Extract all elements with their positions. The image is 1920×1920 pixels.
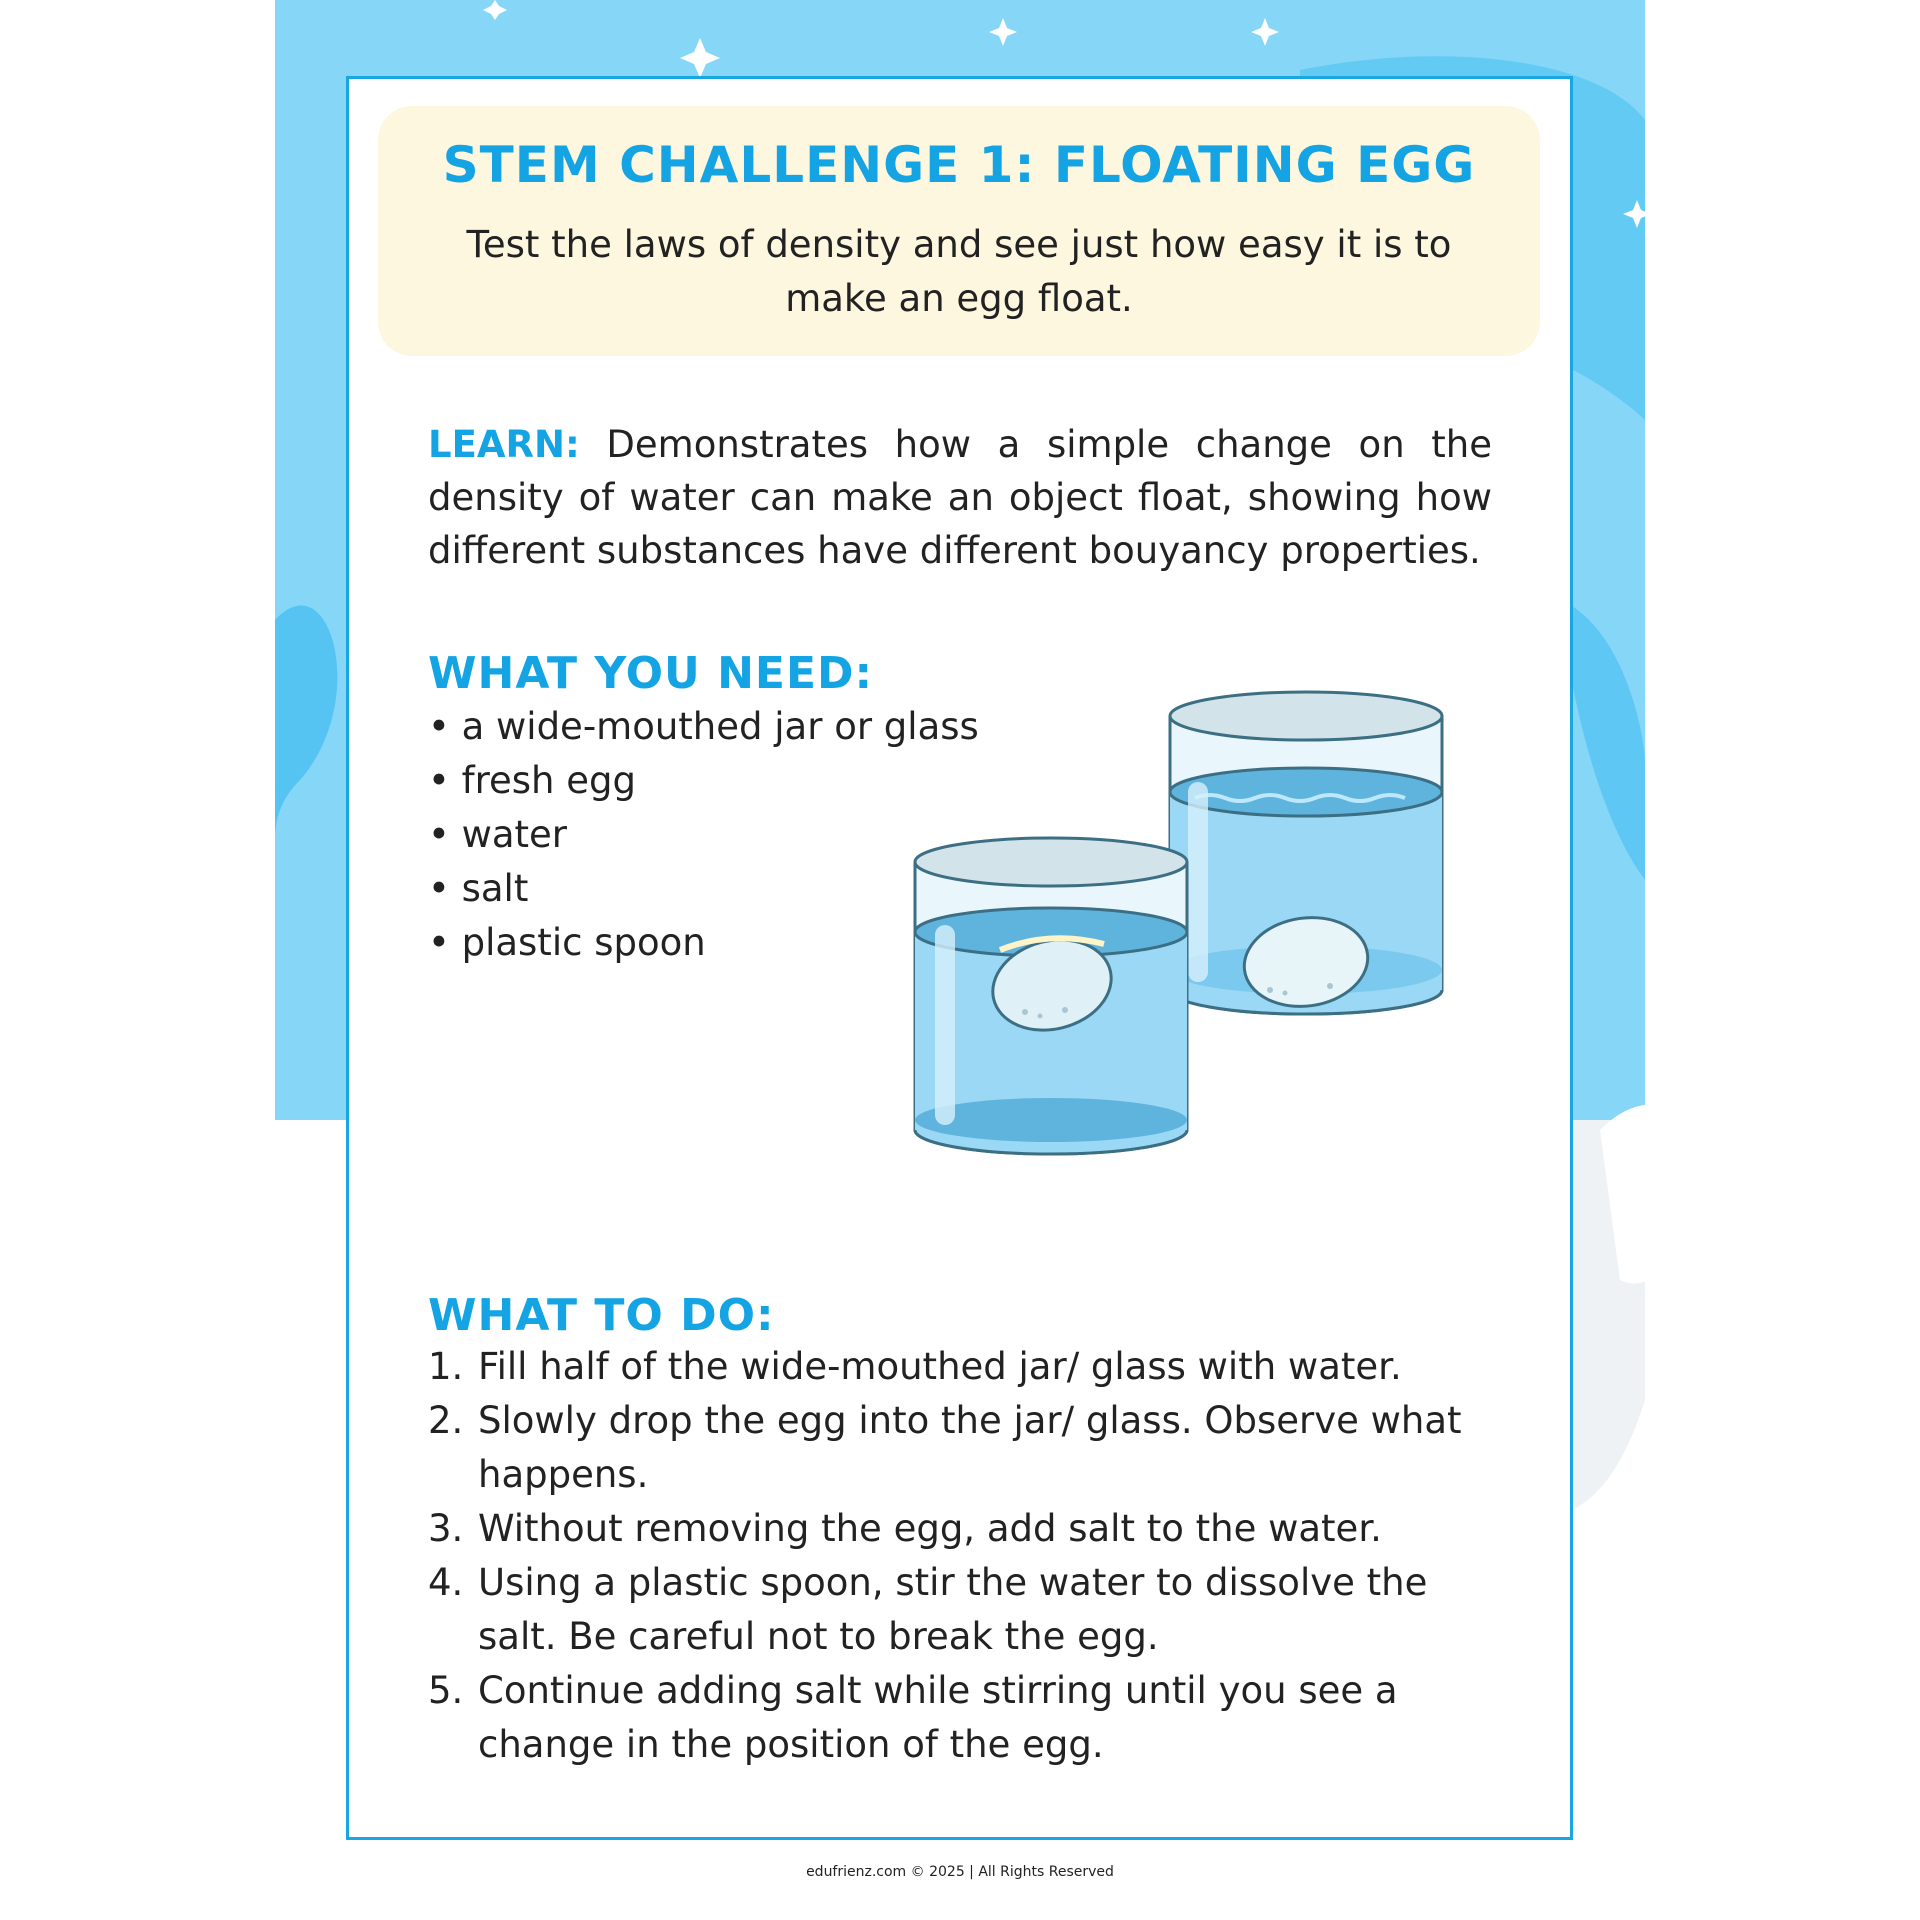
- list-item: [428, 1502, 1508, 1556]
- front-glass-icon: [915, 838, 1187, 1154]
- page-title: STEM CHALLENGE 1: FLOATING EGG: [442, 136, 1476, 194]
- title-panel: [378, 106, 1540, 356]
- step-text: Using a plastic spoon, stir the water to dissolve the salt. Be careful not to break the egg.: [478, 1561, 1428, 1658]
- step-number: 4.: [428, 1561, 464, 1604]
- steps-heading: WHAT TO DO:: [428, 1290, 775, 1341]
- list-item: [428, 1664, 1508, 1772]
- learn-paragraph: [428, 418, 1492, 577]
- step-text: Slowly drop the egg into the jar/ glass. Observe what happens.: [478, 1399, 1462, 1496]
- step-text: Continue adding salt while stirring until you see a change in the position of the egg.: [478, 1669, 1398, 1766]
- step-number: 1.: [428, 1345, 464, 1388]
- learn-label: LEARN:: [428, 423, 580, 466]
- step-number: 2.: [428, 1399, 464, 1442]
- list-item: • water: [428, 808, 979, 862]
- list-item: • salt: [428, 862, 979, 916]
- step-text: Without removing the egg, add salt to the water.: [478, 1507, 1382, 1550]
- list-item: [428, 1394, 1508, 1502]
- list-item: • plastic spoon: [428, 916, 979, 970]
- back-glass-icon: [1170, 692, 1442, 1014]
- list-item: • fresh egg: [428, 754, 979, 808]
- copyright-footer: edufrienz.com © 2025 | All Rights Reserved: [806, 1864, 1114, 1880]
- list-item: • a wide-mouthed jar or glass: [428, 700, 979, 754]
- step-number: 3.: [428, 1507, 464, 1550]
- step-text: Fill half of the wide-mouthed jar/ glass with water.: [478, 1345, 1402, 1388]
- needs-heading: WHAT YOU NEED:: [428, 648, 874, 699]
- needs-list: [428, 700, 979, 970]
- step-number: 5.: [428, 1669, 464, 1712]
- floating-egg-illustration: [900, 680, 1460, 1160]
- learn-text: Demonstrates how a simple change on the density of water can make an object float, showing how different substances have different bouyancy properties.: [428, 423, 1493, 572]
- list-item: [428, 1556, 1508, 1664]
- steps-list: [428, 1340, 1508, 1772]
- page-subtitle: Test the laws of density and see just how easy it is to make an egg float.: [466, 223, 1452, 320]
- list-item: [428, 1340, 1508, 1394]
